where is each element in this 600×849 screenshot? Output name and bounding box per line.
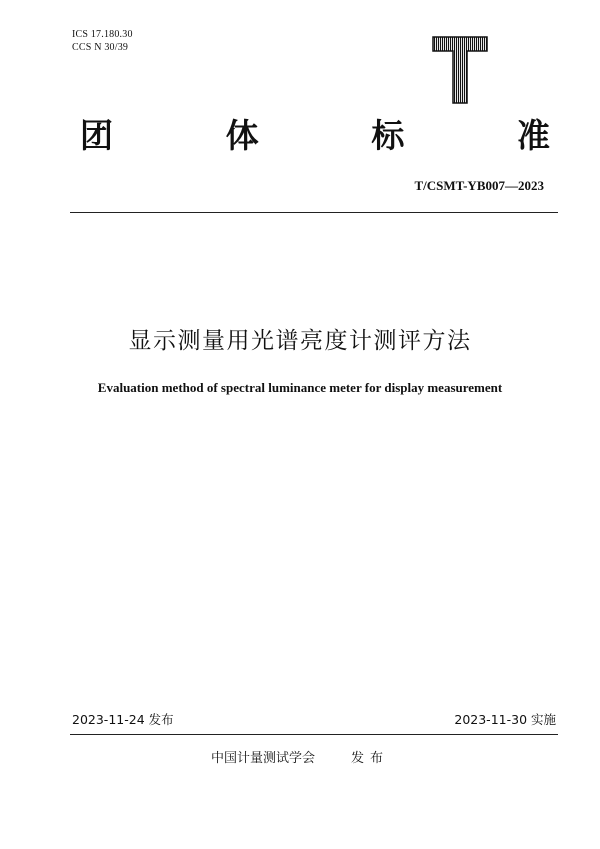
bottom-divider: [70, 734, 558, 735]
ccs-code: CCS N 30/39: [72, 42, 129, 53]
classification-codes: [72, 28, 133, 54]
doc-type-char: 标: [371, 116, 405, 155]
standard-type-mark: [432, 36, 488, 104]
publisher-name: 中国计量测试学会: [210, 751, 315, 766]
ics-code: ICS 17.180.30: [72, 29, 133, 40]
implementation-date: 2023-11-30 实施: [454, 712, 556, 727]
title-english: Evaluation method of spectral luminance meter for display measurement: [97, 380, 503, 395]
publisher-line: [0, 751, 600, 767]
publish-word: 发布: [351, 751, 390, 766]
doc-type-char: 准: [516, 116, 550, 155]
title-chinese: 显示测量用光谱亮度计测评方法: [128, 328, 472, 354]
top-divider: [70, 212, 558, 213]
doc-type-char: 团: [80, 116, 113, 155]
issue-date: 2023-11-24 发布: [72, 712, 174, 727]
doc-type-char: 体: [225, 116, 259, 155]
document-type: [80, 116, 550, 156]
standard-number: T/CSMT-YB007—2023: [414, 178, 544, 193]
